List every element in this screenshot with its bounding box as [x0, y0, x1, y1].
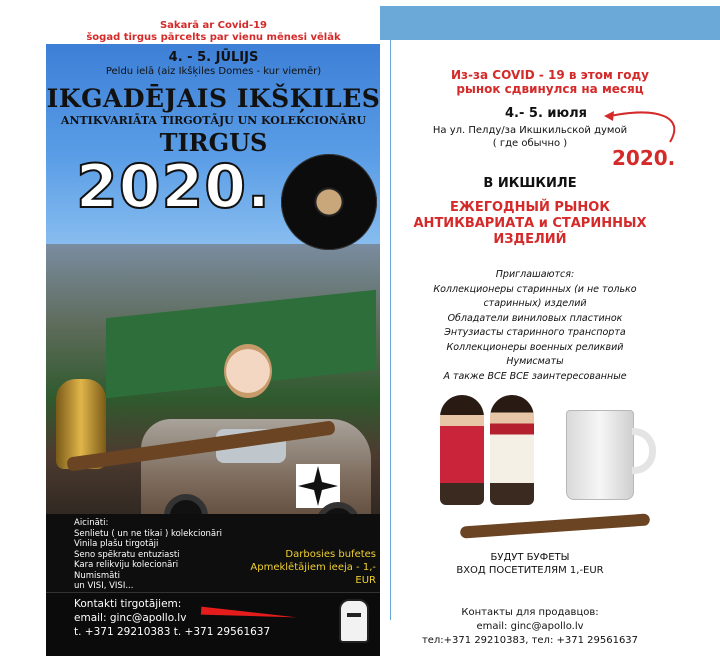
top-blue-bar	[380, 6, 720, 40]
invite-list-ru: Приглашаются: Коллекционеры старинных (и не только старинных) изделий Обладатели виниловых пластинок Энтузиасты старинного транспорта Коллекционеры военных реликвий Нумисматы А также ВСЕ ВСЕ заинтересованные	[433, 269, 637, 382]
poster-image	[46, 44, 381, 656]
latvian-poster	[46, 0, 381, 665]
event-address: Peldu ielā (aiz Ikšķiles Domes - kur viemēr)	[105, 66, 322, 77]
doll-icon	[490, 395, 534, 505]
event-year-ru: 2020.	[612, 146, 676, 170]
covid-notice-ru: Из-за COVID - 19 в этом году рынок сдвинулся на месяц	[451, 68, 649, 96]
city-ru: В ИКШКИЛЕ	[483, 176, 577, 191]
russian-panel	[380, 0, 720, 665]
vinyl-record-icon	[281, 154, 377, 250]
title-line-2: ANTIKVARIĀTA TIRGOTĀJU UN KOLEKCIONĀRU	[60, 114, 367, 127]
title-ru: ЕЖЕГОДНЫЙ РЫНОК АНТИКВАРИАТА и СТАРИННЫХ ИЗДЕЛИЙ	[413, 200, 647, 247]
dolls-photo	[440, 395, 545, 505]
covid-notice-lv: Sakarā ar Covid-19 šogad tirgus pārcelts par vienu mēnesi vēlāk	[86, 20, 341, 43]
invite-list-lv: Aicināti: Senlietu ( un ne tikai ) kolekcionāri Vinila plašu tirgotāji Seno spēkratu entuziasti Kara relikviju kolecionāri Numismāti un VISI, VISI...	[74, 518, 222, 591]
mug-handle	[632, 428, 656, 474]
title-line-1: IKGADĒJAIS IKŠĶILES	[46, 84, 381, 113]
knight-helmet-icon	[339, 599, 369, 643]
title-line-3: TIRGUS	[159, 128, 268, 157]
beer-mug-icon	[566, 410, 634, 500]
contacts-ru: Контакты для продавцов: email: ginc@apollo.lv тел:+371 29210383, тел: +371 29561637	[421, 607, 639, 646]
bufets-info-lv: Darbosies bufetes Apmeklētājiem ieeja - 1,- EUR	[250, 549, 376, 586]
event-address-ru: На ул. Пелду/за Икшкильской думой ( где обычно )	[432, 125, 628, 149]
event-year: 2020.	[76, 152, 271, 222]
bufets-info-ru: БУДУТ БУФЕТЫ ВХОД ПОСЕТИТЕЛЯМ 1,-EUR	[456, 552, 604, 576]
doll-icon	[440, 395, 484, 505]
wrench-icon	[460, 513, 650, 538]
event-dates-ru: 4.- 5. июля	[505, 106, 588, 121]
event-dates: 4. - 5. JŪLIJS	[168, 50, 259, 65]
contacts-lv: Kontakti tirgotājiem: email: ginc@apollo.lv t. +371 29210383 t. +371 29561637	[74, 598, 271, 638]
doll-icon	[224, 344, 272, 398]
